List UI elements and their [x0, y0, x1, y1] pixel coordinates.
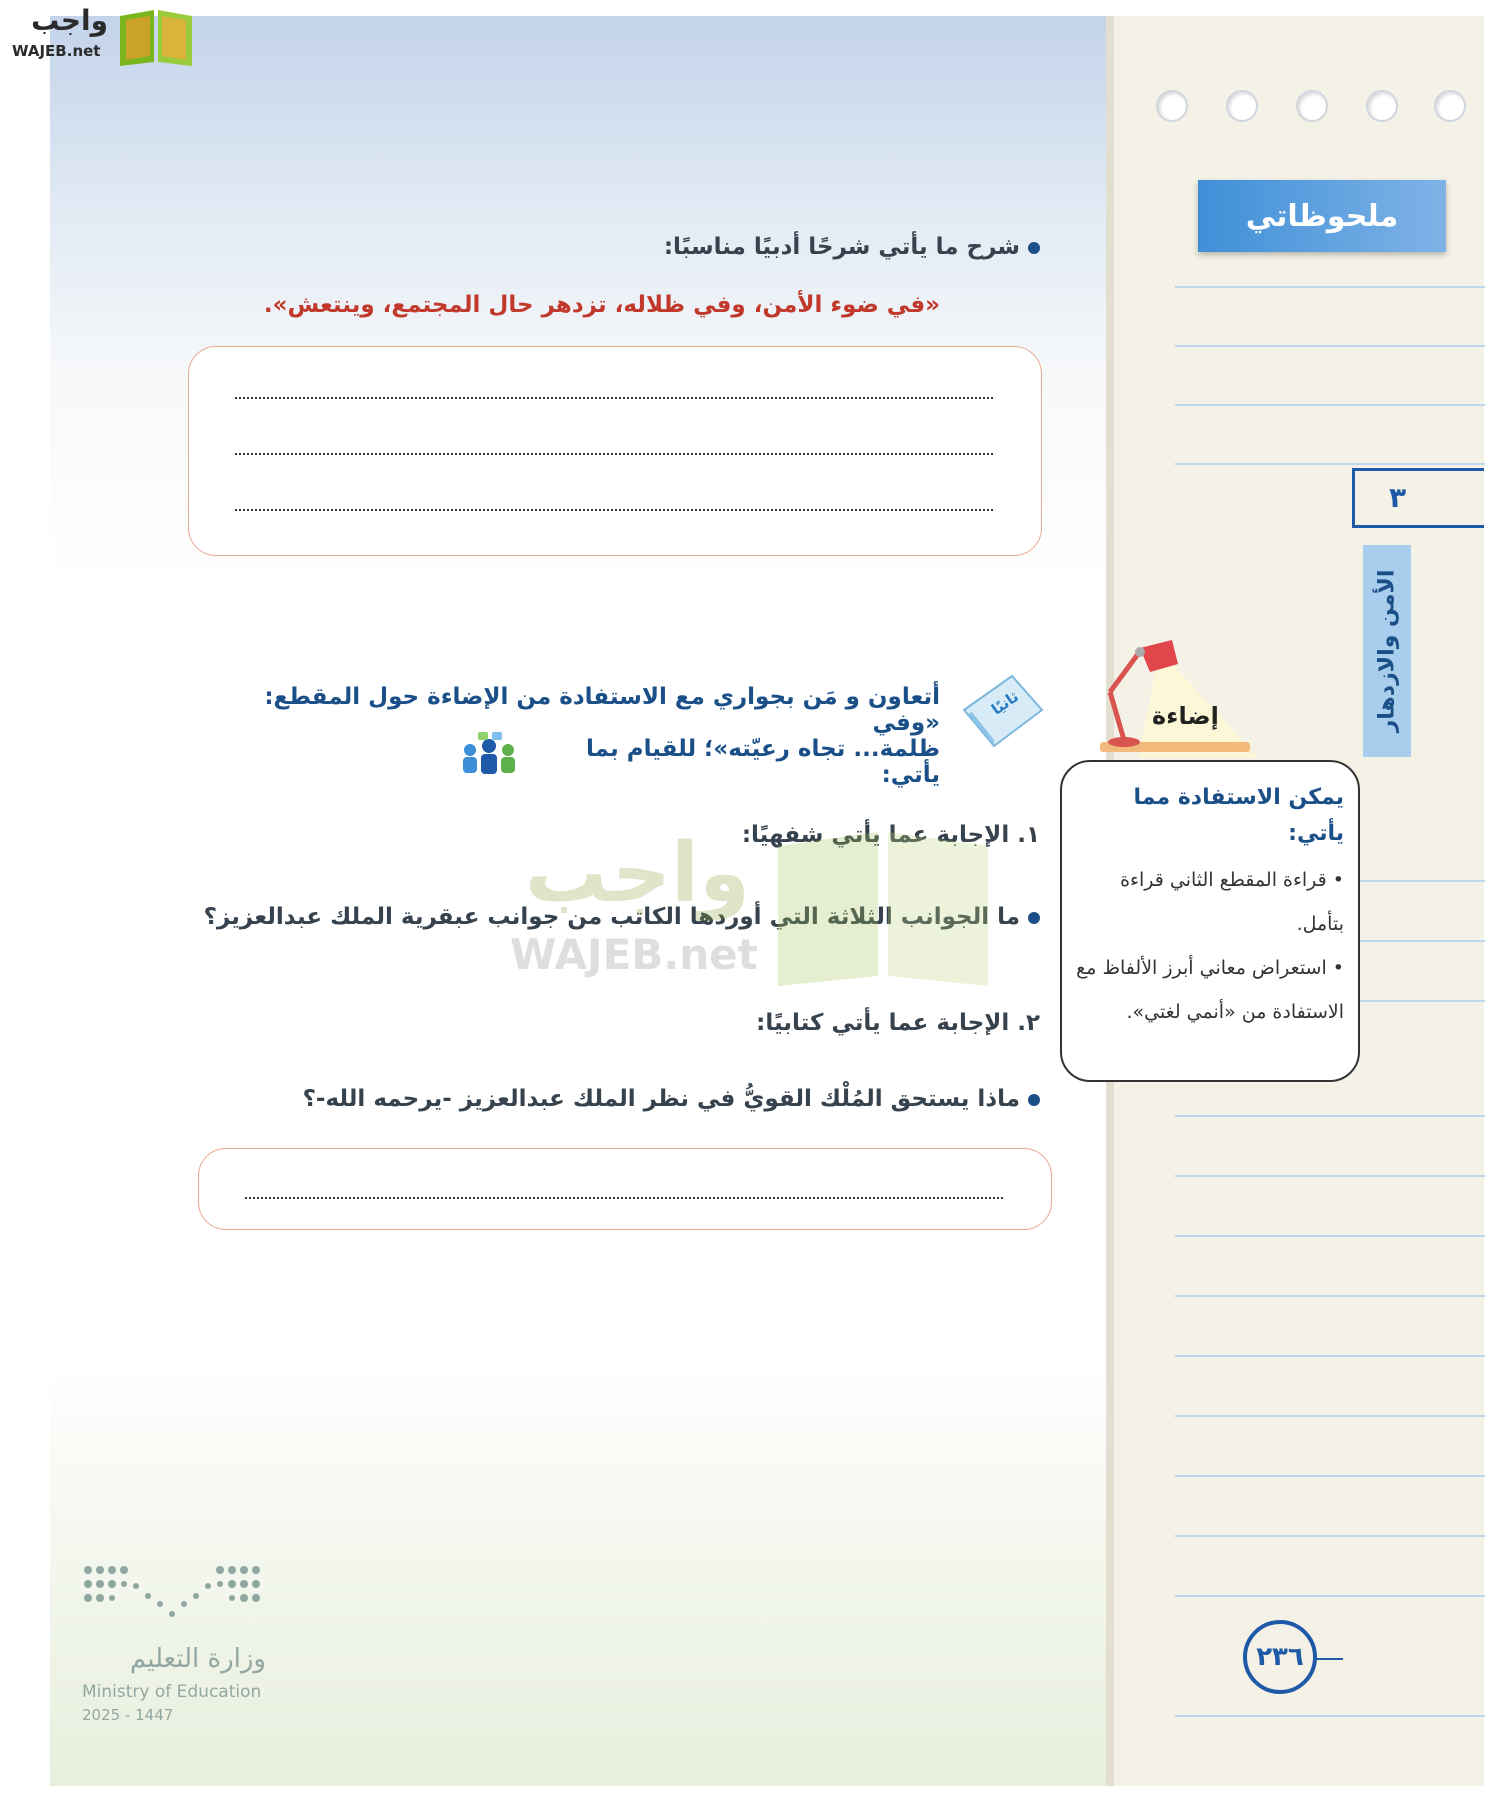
tip-heading: يمكن الاستفادة مما يأتي: [1133, 785, 1344, 846]
bullet-dot [1028, 912, 1040, 924]
notes-rule-line [1175, 1475, 1485, 1477]
bullet-dot [1028, 242, 1040, 254]
tip-bullet-2: • استعراض معاني أبرز الألفاظ مع الاستفادة من «أنمي لغتي». [1076, 957, 1344, 1023]
ministry-english-name: Ministry of Education [82, 1682, 262, 1702]
written-question-text: ماذا يستحق المُلْك القويُّ في نظر الملك عبدالعزيز -يرحمه الله-؟ [302, 1086, 1020, 1112]
binder-hole [1296, 90, 1328, 122]
notes-rule-line [1175, 1295, 1485, 1297]
section1-quote: «في ضوء الأمن، وفي ظلاله، تزدهر حال المجتمع، وينتعش». [263, 292, 940, 318]
notes-rule-line [1175, 1175, 1485, 1177]
chapter-title-banner [1363, 545, 1411, 757]
tip-box [1060, 760, 1360, 1082]
notes-rule-line [1175, 1535, 1485, 1537]
oral-heading: ١. الإجابة عما يأتي شفهيًا: [741, 822, 1040, 848]
tip-label: إضاءة [1152, 702, 1219, 730]
chapter-number: ٣ [1352, 468, 1484, 528]
center-watermark: واجب WAJEB.net [500, 826, 1000, 986]
tip-bullet-1: • قراءة المقطع الثاني قراءة بتأمل. [1120, 869, 1344, 935]
section2-instruction-line2: ظلمة... تجاه رعيّته»؛ للقيام بما يأتي: [586, 736, 940, 788]
section1-instruction-text: شرح ما يأتي شرحًا أدبيًا مناسبًا: [663, 234, 1020, 260]
binder-hole [1366, 90, 1398, 122]
page-number: ٢٣٦ [1243, 1620, 1317, 1694]
section2-instruction-line1: أتعاون و مَن بجواري مع الاستفادة من الإضاءة حول المقطع: «وفي [264, 684, 940, 736]
notes-rule-line [1175, 1235, 1485, 1237]
notes-rule-line [1175, 1595, 1485, 1597]
group-work-icon [458, 730, 520, 778]
ministry-dots-icon [82, 1562, 266, 1626]
notes-rule-line [1175, 286, 1485, 288]
ministry-arabic-name: وزارة التعليم [129, 1644, 266, 1674]
answer-line[interactable] [235, 509, 993, 511]
notes-rule-line [1175, 404, 1485, 406]
binder-hole [1156, 90, 1188, 122]
binder-hole [1226, 90, 1258, 122]
notes-rule-line [1175, 463, 1485, 465]
notes-title: ملحوظاتي [1198, 180, 1446, 252]
notes-rule-line [1175, 1715, 1485, 1717]
chapter-title: الأمن والازدهار [1374, 569, 1400, 733]
ministry-logo [82, 1562, 272, 1732]
bullet-dot [1028, 1094, 1040, 1106]
notes-rule-line [1175, 1415, 1485, 1417]
written-question [240, 1086, 1040, 1112]
answer-line[interactable] [235, 453, 993, 455]
book-icon [116, 6, 196, 66]
section2-tag: ثانيًا [958, 670, 1046, 750]
wajeb-logo: واجب WAJEB.net [8, 4, 188, 66]
answer-line[interactable] [245, 1197, 1003, 1199]
lamp-icon [1098, 632, 1256, 758]
section1-instruction [400, 234, 1040, 260]
oral-question-text: ما الجوانب الثلاثة التي أوردها الكاتب من جوانب عبقرية الملك عبدالعزيز؟ [203, 904, 1020, 930]
notes-rule-line [1175, 345, 1485, 347]
written-answer-box[interactable] [198, 1148, 1052, 1230]
notes-rule-line [1175, 1115, 1485, 1117]
notes-rule-line [1175, 1355, 1485, 1357]
binder-hole [1434, 90, 1466, 122]
watermark-book-icon [772, 826, 994, 986]
answer-box[interactable] [188, 346, 1042, 556]
ministry-year: 2025 - 1447 [82, 1706, 174, 1724]
answer-line[interactable] [235, 397, 993, 399]
written-heading: ٢. الإجابة عما يأتي كتابيًا: [756, 1010, 1040, 1036]
